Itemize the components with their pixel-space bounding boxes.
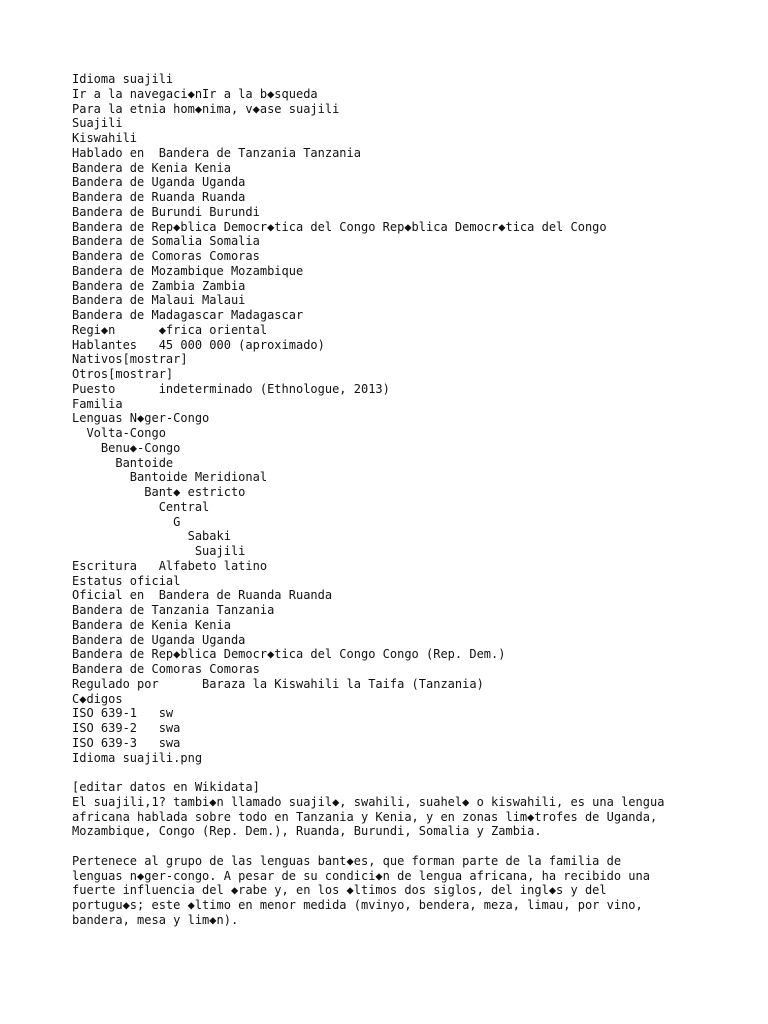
text-line: [editar datos en Wikidata] bbox=[72, 780, 260, 794]
text-line: El suajili,1? tambi◆n llamado suajil◆, swahili, suahel◆ o kiswahili, es una lengua bbox=[72, 794, 665, 809]
text-line: Benu◆-Congo bbox=[72, 440, 181, 455]
text-line: Estatus oficial bbox=[72, 573, 181, 588]
text-line: fuerte influencia del ◆rabe y, en los ◆ltimos dos siglos, del ingl◆s y del bbox=[72, 883, 607, 898]
text-line: bandera, mesa y lim◆n). bbox=[72, 912, 239, 927]
text-line: lenguas n◆ger-congo. A pesar de su condici◆n de lengua africana, ha recibido una bbox=[72, 868, 650, 883]
text-line: Bandera de Malaui Malaui bbox=[72, 293, 246, 308]
text-line: Bandera de Rep◆blica Democr◆tica del Congo Congo (Rep. Dem.) bbox=[72, 647, 506, 662]
text-line: Puesto indeterminado (Ethnologue, 2013) bbox=[72, 381, 390, 396]
text-line: Kiswahili bbox=[72, 131, 138, 145]
text-line: Bandera de Tanzania Tanzania bbox=[72, 603, 275, 617]
text-line: ISO 639-3 swa bbox=[72, 735, 181, 750]
text-line: Bandera de Somalia Somalia bbox=[72, 234, 260, 249]
text-line: portugu◆s; este ◆ltimo en menor medida (mvinyo, bendera, meza, limau, por vino, bbox=[72, 898, 643, 912]
text-line: Bandera de Rep◆blica Democr◆tica del Congo Rep◆blica Democr◆tica del Congo bbox=[72, 219, 607, 234]
text-line: Bandera de Madagascar Madagascar bbox=[72, 308, 304, 322]
text-line: ISO 639-2 swa bbox=[72, 721, 181, 735]
text-line: Suajili bbox=[72, 544, 246, 558]
blank-line bbox=[72, 765, 752, 780]
text-line: Familia bbox=[72, 396, 123, 411]
text-line: Bandera de Zambia Zambia bbox=[72, 278, 246, 293]
text-line: Mozambique, Congo (Rep. Dem.), Ruanda, Burundi, Somalia y Zambia. bbox=[72, 824, 542, 839]
text-line: Idioma suajili bbox=[72, 72, 174, 86]
text-line: Hablado en Bandera de Tanzania Tanzania bbox=[72, 145, 361, 160]
blank-line bbox=[72, 839, 752, 854]
document-text bbox=[72, 72, 752, 928]
text-line: Bantoide bbox=[72, 455, 174, 470]
text-line: Escritura Alfabeto latino bbox=[72, 558, 268, 573]
text-line: Bandera de Mozambique Mozambique bbox=[72, 263, 304, 278]
text-line: Idioma suajili.png bbox=[72, 750, 203, 765]
text-line: Regulado por Baraza la Kiswahili la Taifa (Tanzania) bbox=[72, 676, 484, 691]
text-line: Suajili bbox=[72, 116, 123, 131]
text-line: ISO 639-1 sw bbox=[72, 706, 174, 721]
text-line: Nativos[mostrar] bbox=[72, 352, 188, 367]
text-line: Para la etnia hom◆nima, v◆ase suajili bbox=[72, 101, 340, 116]
text-line: Bant◆ estricto bbox=[72, 485, 246, 499]
text-line: Volta-Congo bbox=[72, 426, 166, 440]
text-line: Pertenece al grupo de las lenguas bant◆es, que forman parte de la familia de bbox=[72, 853, 622, 868]
text-line: Bandera de Comoras Comoras bbox=[72, 249, 260, 263]
text-line: Bantoide Meridional bbox=[72, 470, 268, 485]
text-line: Bandera de Kenia Kenia bbox=[72, 617, 231, 632]
text-line: Sabaki bbox=[72, 529, 231, 544]
text-line: Regi◆n ◆frica oriental bbox=[72, 322, 268, 337]
text-line: Bandera de Kenia Kenia bbox=[72, 160, 231, 175]
text-line: Lenguas N◆ger-Congo bbox=[72, 411, 210, 426]
text-line: C◆digos bbox=[72, 691, 123, 706]
text-line: Bandera de Uganda Uganda bbox=[72, 175, 246, 190]
text-line: africana hablada sobre todo en Tanzania y Kenia, y en zonas lim◆trofes de Uganda, bbox=[72, 809, 658, 824]
text-line: Ir a la navegaci◆nIr a la b◆squeda bbox=[72, 86, 318, 101]
text-line: Bandera de Uganda Uganda bbox=[72, 632, 246, 647]
text-line: Bandera de Burundi Burundi bbox=[72, 204, 260, 219]
text-line: Bandera de Comoras Comoras bbox=[72, 662, 260, 676]
text-line: G bbox=[72, 514, 181, 529]
text-line: Hablantes 45 000 000 (aproximado) bbox=[72, 337, 325, 352]
text-line: Otros[mostrar] bbox=[72, 367, 174, 381]
text-line: Bandera de Ruanda Ruanda bbox=[72, 190, 246, 204]
text-line: Oficial en Bandera de Ruanda Ruanda bbox=[72, 588, 333, 603]
text-line: Central bbox=[72, 499, 210, 514]
